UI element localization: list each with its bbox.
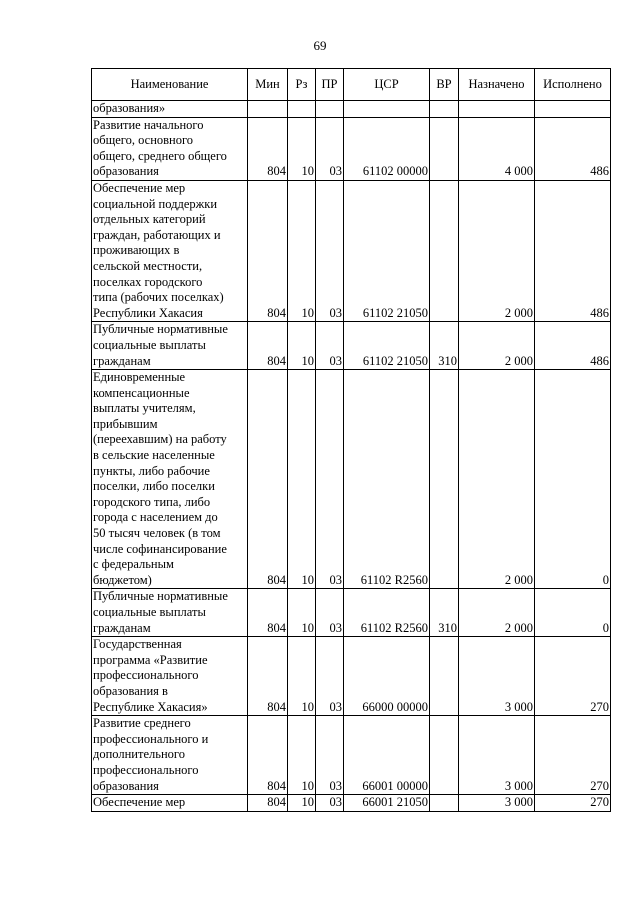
cell-csr: 61102 R2560 [344, 370, 430, 589]
cell-executed: 270 [535, 637, 611, 716]
cell-csr: 61102 21050 [344, 180, 430, 321]
page-number: 69 [313, 38, 327, 53]
cell-assigned: 2 000 [459, 180, 535, 321]
cell-csr: 61102 00000 [344, 117, 430, 180]
cell-pr: 03 [316, 716, 344, 795]
table-row [92, 795, 611, 812]
col-header-vr: ВР [430, 69, 459, 101]
col-header-rz: Рз [288, 69, 316, 101]
cell-min: 804 [248, 637, 288, 716]
cell-vr [430, 637, 459, 716]
cell-pr: 03 [316, 637, 344, 716]
cell-name: образования» [92, 101, 248, 118]
cell-executed: 486 [535, 180, 611, 321]
cell-name: Единовременные компенсационные выплаты учителям, прибывшим (переехавшим) на работу в сельские населенные пункты, либо рабочие поселки, либо поселки городского типа, либо города с населением до 50 тысяч человек (в том числе софинансирование с федеральным бюджетом) [92, 370, 248, 589]
cell-executed: 486 [535, 322, 611, 370]
cell-pr: 03 [316, 795, 344, 812]
cell-vr: 310 [430, 589, 459, 637]
cell-pr: 03 [316, 322, 344, 370]
cell-rz: 10 [288, 637, 316, 716]
table-row [92, 589, 611, 637]
cell-pr: 03 [316, 370, 344, 589]
cell-assigned: 2 000 [459, 589, 535, 637]
cell-executed: 270 [535, 716, 611, 795]
cell-executed [535, 101, 611, 118]
cell-min: 804 [248, 322, 288, 370]
cell-name: Развитие начального общего, основного общего, среднего общего образования [92, 117, 248, 180]
cell-assigned: 2 000 [459, 370, 535, 589]
cell-min: 804 [248, 589, 288, 637]
cell-assigned: 4 000 [459, 117, 535, 180]
col-header-min: Мин [248, 69, 288, 101]
cell-vr [430, 101, 459, 118]
col-header-pr: ПР [316, 69, 344, 101]
cell-min: 804 [248, 716, 288, 795]
cell-csr: 66001 21050 [344, 795, 430, 812]
cell-vr [430, 370, 459, 589]
cell-executed: 0 [535, 589, 611, 637]
cell-pr [316, 101, 344, 118]
table-row [92, 716, 611, 795]
cell-name: Обеспечение мер [92, 795, 248, 812]
cell-csr: 61102 21050 [344, 322, 430, 370]
cell-name: Государственная программа «Развитие профессионального образования в Республике Хакасия» [92, 637, 248, 716]
table-row [92, 370, 611, 589]
table-row [92, 322, 611, 370]
cell-assigned: 3 000 [459, 716, 535, 795]
cell-assigned [459, 101, 535, 118]
table-row [92, 101, 611, 118]
cell-name: Публичные нормативные социальные выплаты гражданам [92, 322, 248, 370]
cell-csr: 66001 00000 [344, 716, 430, 795]
cell-executed: 0 [535, 370, 611, 589]
cell-rz: 10 [288, 370, 316, 589]
cell-executed: 486 [535, 117, 611, 180]
col-header-csr: ЦСР [344, 69, 430, 101]
cell-rz: 10 [288, 589, 316, 637]
cell-assigned: 3 000 [459, 795, 535, 812]
table-row [92, 637, 611, 716]
cell-min: 804 [248, 117, 288, 180]
cell-assigned: 2 000 [459, 322, 535, 370]
cell-min: 804 [248, 180, 288, 321]
cell-vr [430, 795, 459, 812]
cell-vr [430, 180, 459, 321]
cell-name: Развитие среднего профессионального и дополнительного профессионального образования [92, 716, 248, 795]
cell-min: 804 [248, 370, 288, 589]
cell-name: Обеспечение мер социальной поддержки отдельных категорий граждан, работающих и проживающих в сельской местности, поселках городского типа (рабочих поселках) Республики Хакасия [92, 180, 248, 321]
col-header-name: Наименование [92, 69, 248, 101]
cell-assigned: 3 000 [459, 637, 535, 716]
cell-min: 804 [248, 795, 288, 812]
cell-vr [430, 716, 459, 795]
cell-rz: 10 [288, 716, 316, 795]
cell-rz: 10 [288, 795, 316, 812]
cell-name: Публичные нормативные социальные выплаты гражданам [92, 589, 248, 637]
col-header-assigned: Назначено [459, 69, 535, 101]
cell-pr: 03 [316, 180, 344, 321]
cell-csr: 66000 00000 [344, 637, 430, 716]
cell-executed: 270 [535, 795, 611, 812]
cell-csr [344, 101, 430, 118]
cell-vr [430, 117, 459, 180]
cell-rz: 10 [288, 180, 316, 321]
col-header-executed: Исполнено [535, 69, 611, 101]
cell-rz: 10 [288, 117, 316, 180]
cell-rz: 10 [288, 322, 316, 370]
cell-pr: 03 [316, 589, 344, 637]
cell-min [248, 101, 288, 118]
cell-pr: 03 [316, 117, 344, 180]
header-row [92, 69, 611, 101]
cell-csr: 61102 R2560 [344, 589, 430, 637]
table-row [92, 180, 611, 321]
cell-vr: 310 [430, 322, 459, 370]
budget-table [91, 68, 611, 812]
table-row [92, 117, 611, 180]
cell-rz [288, 101, 316, 118]
